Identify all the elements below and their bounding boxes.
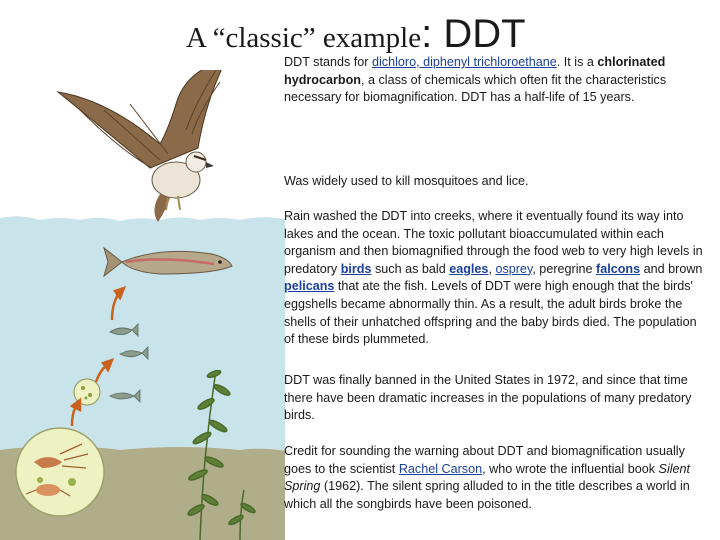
pelicans-link[interactable]: pelicans — [284, 279, 335, 294]
eagles-link[interactable]: eagles — [449, 261, 489, 276]
rachel-carson-link[interactable]: Rachel Carson — [398, 461, 483, 476]
osprey-link[interactable]: osprey — [495, 261, 533, 276]
text-span: , — [488, 261, 496, 276]
text-span: Credit for sounding the warning about DDT and biomagnification usually goes to the scientist — [284, 444, 685, 476]
paragraph-ban: DDT was finally banned in the United States in 1972, and since that time there have been dramatic increases in the populations of many predatory birds. — [284, 373, 692, 423]
plankton-circle-icon — [16, 428, 104, 516]
paragraph-credit — [284, 443, 706, 513]
title-part-2: : DDT — [421, 12, 526, 56]
birds-link[interactable]: birds — [340, 261, 372, 276]
chlorinated-hydrocarbon-term: chlorinated hydrocarbon — [284, 55, 666, 87]
text-span: such as bald — [371, 261, 450, 276]
book-title: Silent Spring — [284, 461, 691, 494]
paragraph-ddt-definition — [284, 54, 706, 107]
text-span: , who wrote the influential book — [482, 461, 659, 476]
text-span: that ate the fish. Levels of DDT were high enough that the birds' eggshells became abnormally thin. As a result, the adult birds broke the shells of their unhatched offspring and the baby birds died. The population of these birds plummeted. — [284, 279, 697, 347]
text-span: and brown — [640, 261, 703, 276]
text-span: Rain washed the DDT into creeks, where it eventually found its way into lakes and the ocean. The toxic pollutant bioaccumulated within each organism and then biomagnified through the food web to very high levels in predatory — [284, 209, 703, 276]
title-part-1: A “classic” example — [186, 22, 422, 54]
slide-title — [186, 12, 526, 57]
text-span: (1962). The silent spring alluded to in the title describes a world in which all the songbirds have been poisoned. — [284, 479, 690, 511]
text-span: , peregrine — [532, 261, 597, 276]
food-chain-illustration — [0, 70, 285, 540]
text-span: , a class of chemicals which often fit the characteristics necessary for biomagnification. DDT has a half-life of 15 years. — [284, 72, 667, 105]
text-span: . It is a — [556, 55, 598, 69]
text-span: DDT stands for — [284, 55, 372, 69]
ddt-chemical-name-link[interactable]: dichloro, diphenyl trichloroethane — [371, 55, 557, 69]
falcons-link[interactable]: falcons — [596, 261, 641, 276]
osprey-icon — [58, 70, 226, 222]
paragraph-usage: Was widely used to kill mosquitoes and lice. — [284, 174, 529, 188]
paragraph-biomagnification — [284, 208, 706, 349]
